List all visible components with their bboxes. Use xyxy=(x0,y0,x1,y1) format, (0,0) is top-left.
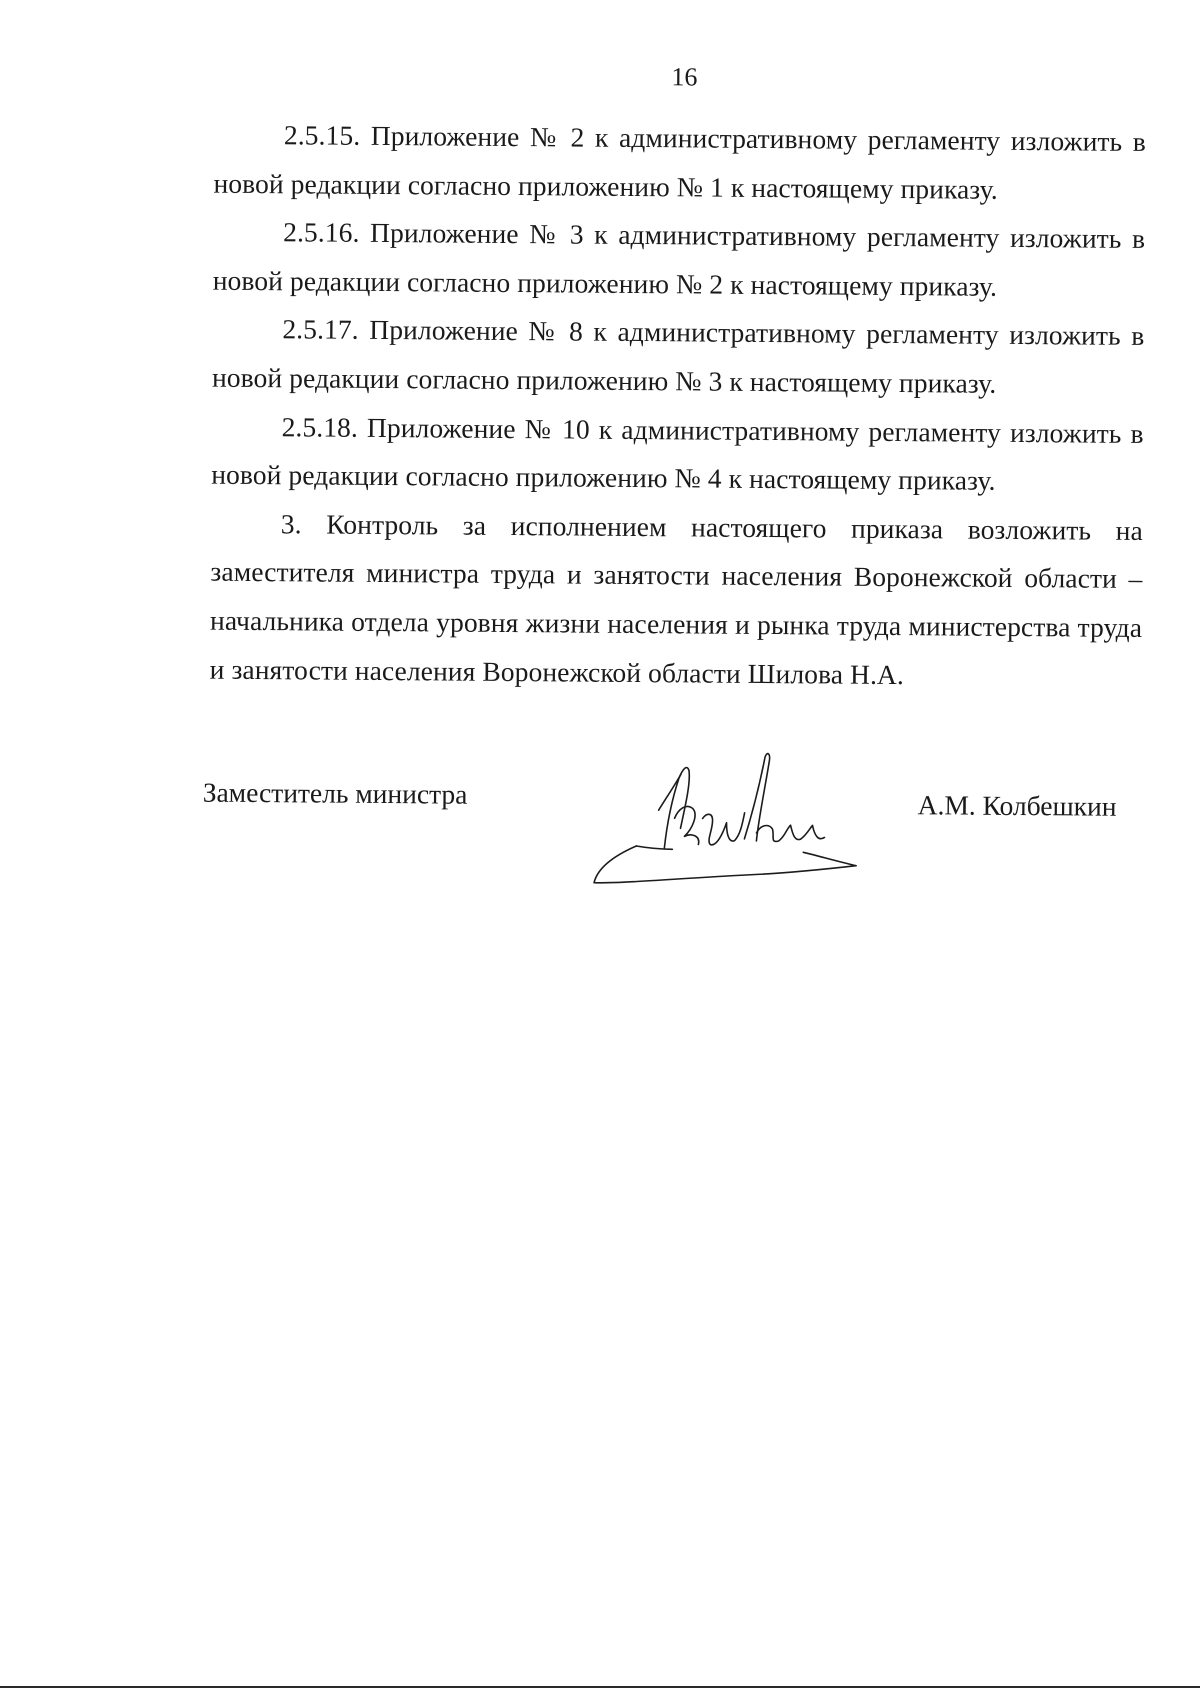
paragraph-2-5-17: 2.5.17. Приложение № 8 к административному регламенту изложить в новой редакции согласно приложению № 3 к настоящему приказу. xyxy=(211,313,1145,399)
bottom-scan-edge xyxy=(0,1686,1200,1688)
paragraph-3-control: 3. Контроль за исполнением настоящего приказа возложить на заместителя министра труда и занятости населения Воронежской области – начальника отдела уровня жизни населения и рынка труда министерства труда и занятости населения Воронежской области Шилова Н.А. xyxy=(209,507,1143,690)
signatory-position: Заместитель министра xyxy=(202,776,468,810)
page-number: 16 xyxy=(671,62,698,92)
handwritten-signature xyxy=(588,748,869,900)
signatory-name: А.М. Колбешкин xyxy=(917,789,1117,822)
paragraph-2-5-18: 2.5.18. Приложение № 10 к административному регламенту изложить в новой редакции согласно приложению № 4 к настоящему приказу. xyxy=(211,410,1144,496)
paragraph-2-5-16: 2.5.16. Приложение № 3 к административному регламенту изложить в новой редакции согласно приложению № 2 к настоящему приказу. xyxy=(212,216,1146,302)
paragraph-2-5-15: 2.5.15. Приложение № 2 к административному регламенту изложить в новой редакции согласно приложению № 1 к настоящему приказу. xyxy=(213,119,1147,205)
